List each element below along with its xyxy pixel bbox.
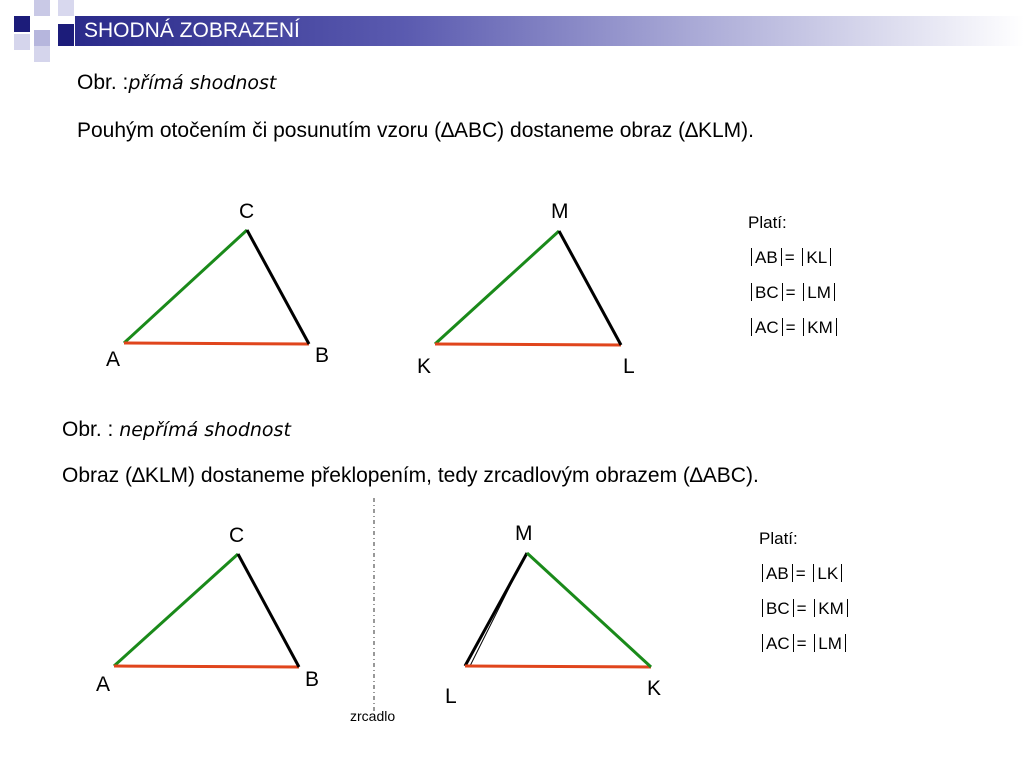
abs-bar: [814, 634, 815, 652]
abs-bar: [751, 283, 752, 301]
fig1-abc-side-bc: [247, 230, 309, 344]
abs-bar: [751, 248, 752, 266]
fig2-label-k: K: [647, 677, 662, 700]
section1-heading-italic: přímá shodnost: [128, 72, 277, 94]
section2-description: Obraz (∆KLM) dostaneme překlopením, tedy zrcadlovým obrazem (∆ABC).: [62, 464, 759, 487]
abs-bar: [814, 599, 815, 617]
abs-bar: [841, 564, 842, 582]
abs-bar: [793, 634, 794, 652]
relation-left: BC: [755, 283, 779, 302]
relation-right: LK: [817, 564, 839, 583]
fig2-label-m: M: [515, 522, 533, 545]
abs-bar: [836, 318, 837, 336]
relation-right: KM: [818, 599, 844, 618]
fig2-abc-side-ab: [114, 666, 299, 667]
abs-bar: [802, 248, 803, 266]
relation-eq: =: [796, 634, 807, 653]
abs-bar: [803, 283, 804, 301]
section1-heading-prefix: Obr. :: [77, 71, 129, 94]
fig1-klm-side-lm: [559, 231, 621, 345]
fig1-label-b: B: [315, 344, 330, 367]
abs-bar: [762, 564, 763, 582]
fig1-label-l: L: [623, 355, 635, 378]
relations2-row: [759, 626, 851, 661]
relation-eq: =: [785, 318, 796, 337]
relation-eq: =: [785, 283, 796, 302]
fig2-klm-side-lm-thin: [470, 564, 521, 666]
relation-right: KL: [806, 248, 828, 267]
fig1-abc-side-ab: [124, 343, 309, 344]
section1-description: Pouhým otočením či posunutím vzoru (∆ABC) dostaneme obraz (∆KLM).: [77, 119, 754, 142]
relations1: [748, 205, 840, 345]
relations1-row: [748, 240, 840, 275]
abs-bar: [793, 599, 794, 617]
relation-eq: =: [795, 564, 806, 583]
abs-bar: [834, 283, 835, 301]
fig2-label-a: A: [96, 673, 111, 696]
abs-bar: [782, 283, 783, 301]
abs-bar: [762, 599, 763, 617]
abs-bar: [813, 564, 814, 582]
fig1-klm-side-kl: [435, 344, 621, 345]
relations1-title: Platí:: [748, 213, 787, 232]
fig2-klm-side-km: [527, 553, 651, 667]
fig1-label-k: K: [417, 355, 432, 378]
abs-bar: [792, 564, 793, 582]
relation-left: AC: [755, 318, 779, 337]
relation-left: AC: [766, 634, 790, 653]
abs-bar: [847, 599, 848, 617]
fig1-klm-side-km: [435, 231, 559, 344]
relation-left: AB: [755, 248, 778, 267]
abs-bar: [803, 318, 804, 336]
relation-eq: =: [796, 599, 807, 618]
fig1-label-m: M: [551, 200, 569, 223]
relation-left: AB: [766, 564, 789, 583]
abs-bar: [782, 318, 783, 336]
relation-eq: =: [784, 248, 795, 267]
fig1-label-c: C: [239, 200, 255, 223]
relations2-row: [759, 591, 851, 626]
relation-right: LM: [807, 283, 831, 302]
abs-bar: [751, 318, 752, 336]
fig2-label-l: L: [445, 685, 457, 708]
fig2-label-b: B: [305, 668, 320, 691]
abs-bar: [781, 248, 782, 266]
fig2-label-c: C: [229, 524, 245, 547]
section2-heading-italic: nepřímá shodnost: [119, 419, 291, 441]
relation-left: BC: [766, 599, 790, 618]
section2-heading-prefix: Obr. :: [62, 418, 120, 441]
abs-bar: [762, 634, 763, 652]
page-title: SHODNÁ ZOBRAZENÍ: [84, 19, 300, 42]
abs-bar: [830, 248, 831, 266]
relations1-row: [748, 310, 840, 345]
relations2-title: Platí:: [759, 529, 798, 548]
relation-right: LM: [818, 634, 842, 653]
fig2-abc-side-bc: [238, 554, 299, 667]
fig2-abc-side-ac: [114, 554, 238, 666]
fig1-abc-side-ac: [124, 230, 247, 343]
relations1-row: [748, 275, 840, 310]
fig1-label-a: A: [106, 348, 121, 371]
fig2-klm-side-lk: [465, 666, 651, 667]
relations2-row: [759, 556, 851, 591]
abs-bar: [845, 634, 846, 652]
mirror-label: zrcadlo: [350, 708, 396, 724]
relations2: [759, 521, 851, 661]
relation-right: KM: [807, 318, 833, 337]
